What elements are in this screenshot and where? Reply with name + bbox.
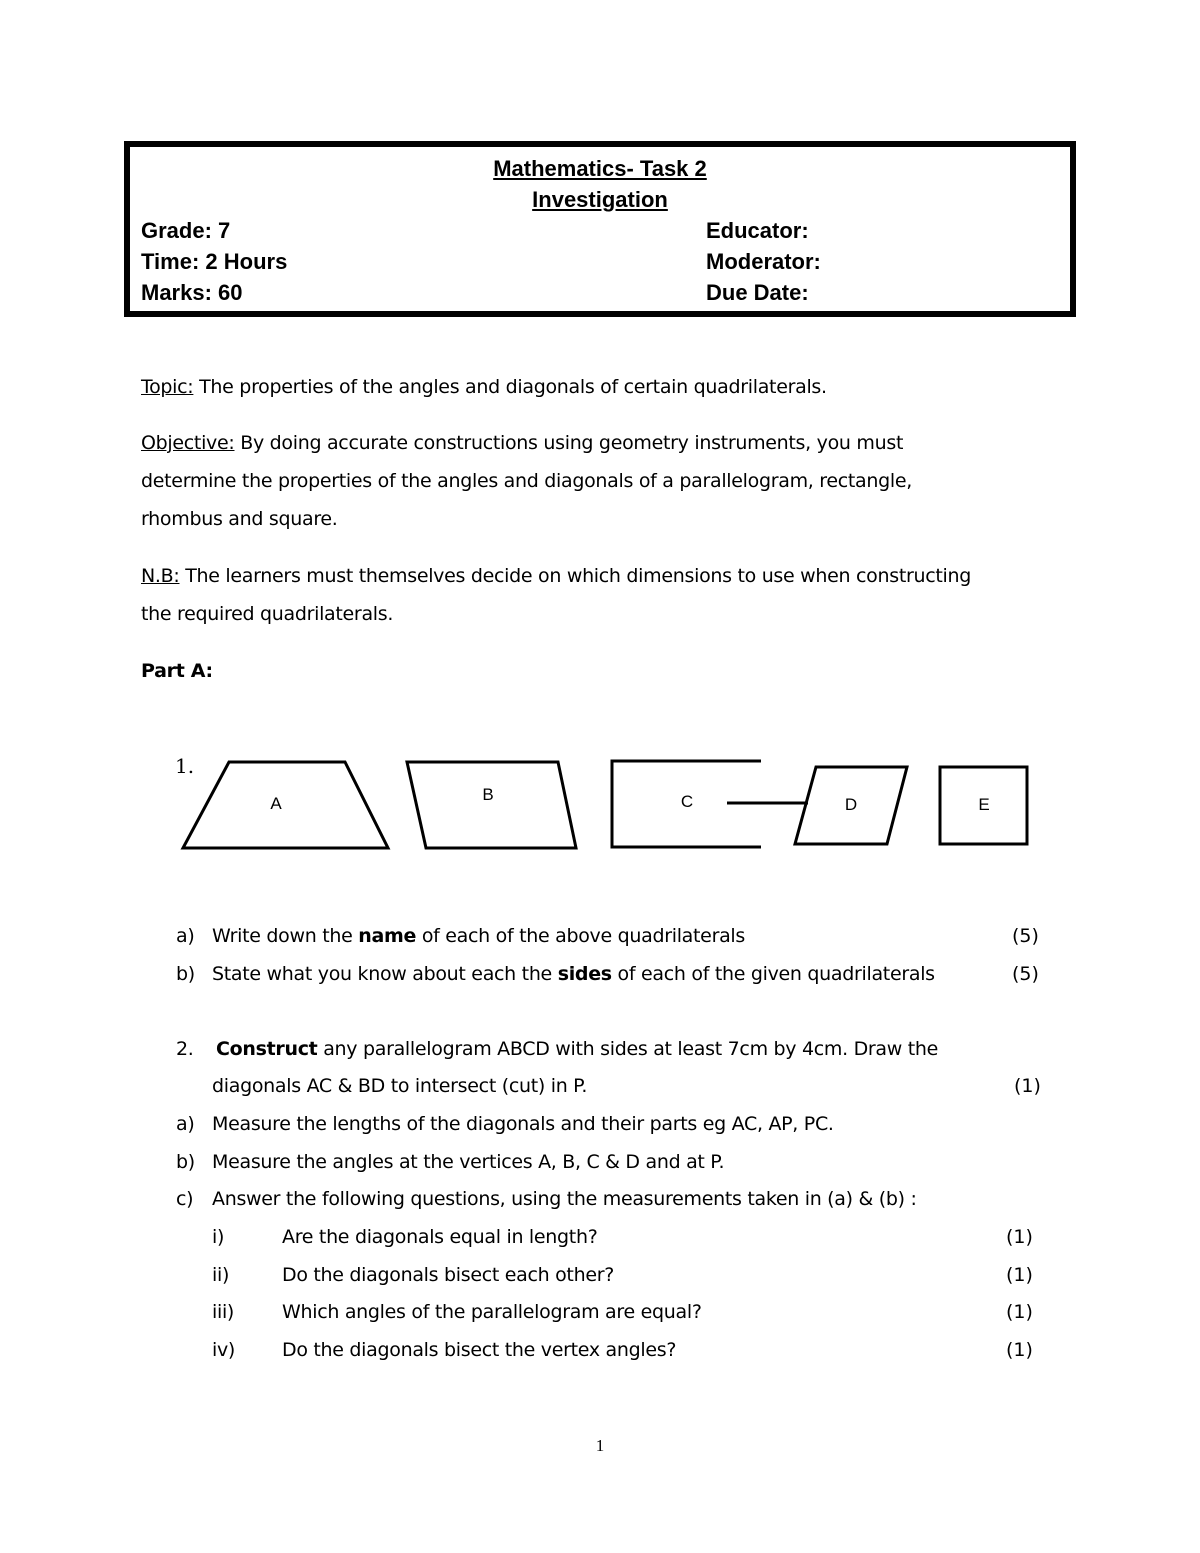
q2c-sub-4-label: iv) — [212, 1339, 236, 1361]
q2-number: 2. — [176, 1038, 194, 1060]
nb-line-2: the required quadrilaterals. — [141, 603, 394, 625]
objective-line-3: rhombus and square. — [141, 508, 338, 530]
q2c-sub-1-label: i) — [212, 1226, 225, 1248]
q1b-post: of each of the given quadrilaterals — [611, 963, 935, 985]
q1b-pre: State what you know about each the — [212, 963, 558, 985]
q2c-label: c) — [176, 1188, 194, 1210]
q2c-sub-1-text: Are the diagonals equal in length? — [282, 1226, 598, 1248]
q2a-text: Measure the lengths of the diagonals and their parts eg AC, AP, PC. — [212, 1113, 834, 1135]
shape-b-parallelogram — [407, 762, 576, 848]
q2b-text: Measure the angles at the vertices A, B, C & D and at P. — [212, 1151, 725, 1173]
q1b-mark: (5) — [1012, 963, 1039, 985]
q1-number: 1. — [175, 754, 195, 778]
shape-label-a: A — [270, 794, 282, 813]
q2b-label: b) — [176, 1151, 195, 1173]
topic-label: Topic: — [141, 376, 194, 398]
q2c-sub-4-mark: (1) — [1006, 1339, 1033, 1361]
q2-line-2: diagonals AC & BD to intersect (cut) in P. — [212, 1075, 588, 1097]
q1a-pre: Write down the — [212, 925, 359, 947]
topic-line — [141, 368, 827, 406]
q2-bold: Construct — [216, 1038, 318, 1060]
shape-label-b: B — [482, 785, 494, 804]
q2c-sub-2-label: ii) — [212, 1264, 230, 1286]
moderator-field: Moderator: — [706, 249, 821, 274]
q2c-sub-1-mark: (1) — [1006, 1226, 1033, 1248]
q1a-mark: (5) — [1012, 925, 1039, 947]
objective-block — [141, 424, 912, 538]
q1a-label: a) — [176, 925, 195, 947]
q2c-sub-4-text: Do the diagonals bisect the vertex angles? — [282, 1339, 677, 1361]
educator-field: Educator: — [706, 218, 809, 243]
q2-mark: (1) — [1014, 1075, 1041, 1097]
q2c-sub-3-label: iii) — [212, 1301, 235, 1323]
marks-field: Marks: 60 — [141, 280, 243, 305]
due-date-field: Due Date: — [706, 280, 809, 305]
quadrilateral-figures — [0, 740, 1200, 870]
header-box — [124, 141, 1076, 317]
q2c-sub-3-text: Which angles of the parallelogram are equal? — [282, 1301, 702, 1323]
nb-line-1: The learners must themselves decide on which dimensions to use when constructing — [179, 565, 972, 587]
page-title: Mathematics- Task 2 — [493, 156, 707, 181]
q2a-label: a) — [176, 1113, 195, 1135]
objective-label: Objective: — [141, 432, 235, 454]
nb-block — [141, 557, 971, 633]
topic-text: The properties of the angles and diagonals of certain quadrilaterals. — [193, 376, 827, 398]
shape-label-c: C — [680, 792, 694, 811]
shape-label-e: E — [978, 795, 990, 814]
q1a-bold: name — [358, 925, 417, 947]
q2c-sub-2-mark: (1) — [1006, 1264, 1033, 1286]
nb-label: N.B: — [141, 565, 180, 587]
page-subtitle: Investigation — [532, 187, 668, 212]
q2-line-1 — [216, 1030, 938, 1068]
page-number: 1 — [595, 1436, 605, 1455]
q2-line-1-text: any parallelogram ABCD with sides at least 7cm by 4cm. Draw the — [317, 1038, 939, 1060]
q1b-label: b) — [176, 963, 195, 985]
shape-label-d: D — [844, 795, 858, 814]
objective-line-1: By doing accurate constructions using geometry instruments, you must — [234, 432, 904, 454]
q1a-text — [212, 917, 745, 955]
q2c-sub-2-text: Do the diagonals bisect each other? — [282, 1264, 615, 1286]
q2c-text: Answer the following questions, using the measurements taken in (a) & (b) : — [212, 1188, 917, 1210]
q1b-bold: sides — [557, 963, 612, 985]
part-a-heading: Part A: — [141, 660, 213, 682]
shape-a-trapezium — [183, 762, 388, 848]
q1a-post: of each of the above quadrilaterals — [416, 925, 745, 947]
grade-field: Grade: 7 — [141, 218, 231, 243]
q2c-sub-3-mark: (1) — [1006, 1301, 1033, 1323]
q1b-text — [212, 955, 935, 993]
time-field: Time: 2 Hours — [141, 249, 288, 274]
objective-line-2: determine the properties of the angles and diagonals of a parallelogram, rectangle, — [141, 470, 913, 492]
